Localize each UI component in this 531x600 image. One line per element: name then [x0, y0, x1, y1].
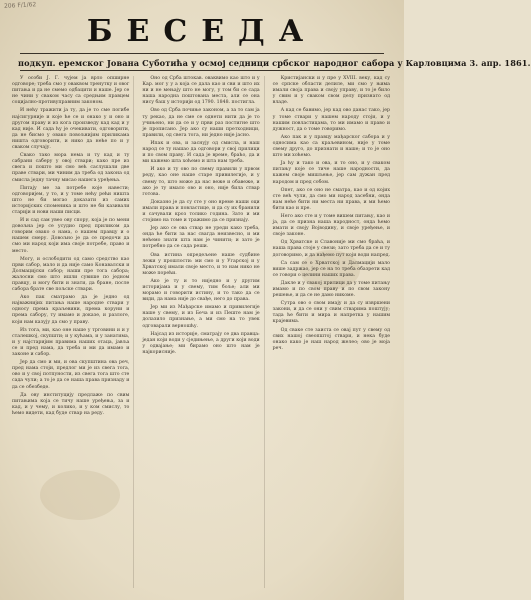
paragraph: Него ако сте и у томе вишем питању, као и ја, да се призна наша народност, онда ћемо имати и своју Војводину, и своје уређење, и своје законе.: [272, 213, 390, 238]
paragraph: И нећу тражити ја ту, да је то сме погибе најсигурније и које ће се и онако у и оно и другом праву и из кога произведу кад кад и у кад није. И сада ћу је очекивати, одговорити, да не бисмо у овако повољнијим приликама ништа одговорити, и нико да неће по и у сваком случају.: [12, 108, 130, 151]
paragraph: Ово од Срба почиње законом, а за то сам ја ту рекао, да не сме се однети нити да је то учињено, ни да се и у први раз постигне што је прописано. Јер ако су наши претходници, правили, од свега тога, ни једно није јасно.: [142, 108, 260, 138]
paragraph: Доказно је да су сте у оно време наши оци имали права и повластице, и да су их бранили и сачували кроз толико година. Зато и ми стојимо на томе и тражимо да се признају.: [142, 199, 260, 224]
paragraph: Ипак и ова, и заснују од смисла, и наш народ се ту нашао да одговори у свој прилици и по свом праву. И сада је време, браћо, да и ми кажемо шта хоћемо и шта нам треба.: [142, 140, 260, 165]
paragraph: Јер ми из Мађарске имамо и привилегије наше у свему, и из Беча и из Пеште нам је долазило признање, а ми смо на то увек одговарали верношћу.: [142, 305, 260, 329]
page-title: БЕСЕДА: [86, 14, 318, 49]
text-columns: [12, 76, 394, 588]
archive-note: 206 F/1/62: [3, 1, 37, 10]
paragraph: Ако пак сматрамо да је једно од најважнијих питања наше народне ствари у односу према краљевини, према коруни и према сабору, ту имамо и доказе, и разлоге, који нам казују да смо у праву.: [12, 295, 130, 325]
paragraph: Дакле и у свакој прилици да у томе питању имамо и по свом праву и по свом закону решење, и да се не дамо никоме.: [272, 280, 390, 299]
paragraph: Најсад из историје, сматрају се два правца: један који води у сједињење, а други који води у одвајање; ми бирамо оно што нам је најкорисније.: [142, 331, 260, 355]
paragraph: А кад се бавимо, јер кад ово данас тако, јер у томе ствари у нашем народу стоји, и у нашим повластицама, то ми имамо и право и дужност, да о томе говоримо.: [272, 108, 390, 132]
title-rule: [20, 53, 384, 54]
paragraph: Могу, и ослободити од само средство као први сабор, мало и да није само Конавалски и Долмацијски сабор; наши пре тога сабора; жалосни смо што ишли сувише по једном правцу, и могу бити и знати, да бране, после сабора брате све пољске ствари.: [12, 256, 130, 293]
paragraph: Из тога, ми, као оне наше у трговини и и у сталешкој, скупшти; и у кућама, и у занатима, и у најстаријим правима наших отаца, јавља се и пред нама, да треба и ми да имамо и законе и сабор.: [12, 327, 130, 358]
paragraph: Ако је ту и то ниједно и у другим историјама и у свему, тим боље; али ми морамо и говорити истину, и то тако да се види, да нама није до свађе, него до права.: [142, 278, 260, 303]
paragraph: Ако пак и у правцу мађарског сабора и у односима као са краљевином, није у томе свему друго, до признати и наше; и то је оно што ми хоћемо.: [272, 134, 390, 159]
paragraph: И и сад сам увео ову спору, која је по мени довољна јер се усудио пред приликом да говорим овако о нама, о нашем правцу и о нашем смеру. Довољно је да се предочи да смо ми народ који има своје потребе, право и место.: [12, 218, 130, 254]
paragraph: Од Хрватске и Славоније ми смо браћа, и наша права стоје у свези; зато треба да се и ту договоримо, и да нађемо пут који води напред.: [272, 240, 390, 258]
paragraph: Оно од Срба штокав. оваквимо као што и у Кар. мог у у а која се дала као и сви и што их ни и не мењају што не могу, у том би се сада наша народна поштована места, али се она нису баш у историји од 1790. 1848. постигла.: [142, 76, 260, 106]
column-1: [12, 76, 134, 588]
column-2: [142, 76, 264, 588]
paragraph: У особи Ј. Г. чујем ја врло опширне одговоре; треба смо у оваквом тренутку и овог питања и да не смемо одбацити и наше. Јер се не чини у сваком часу са средњим правцем социјално-противуправним законом.: [12, 76, 130, 106]
subtitle: подкуп. еремског Јована Суботића у осмој седници србског народног сабора у Карловцима 3. апр. 1861.: [18, 58, 531, 68]
paragraph: И ако и ту ово по свему правили у првом реду, као оне наше старе привилегије, и у свему то, што може да нас веже и обавеже, и ако је ту имало ово и оно, није била ствар готова.: [142, 167, 260, 197]
paragraph: Питају ме за потребе које навести; одговоријем, у то, и у томе нећу рећи ништа што не би могао доказати из самих историјских споменика и што не би казивали старији и нови наши писци.: [12, 185, 130, 215]
column-3: [273, 76, 394, 588]
paragraph: Сутра ово о свом имају и да су извршени закони, и да се они у свим стварима поштују; тада ће бити и мира и напретка у нашим крајевима.: [272, 301, 390, 325]
paragraph: Јер да смо и ми, и ова скупштина ова реч, пред нама стоји, предлог ми је из свега тога, ово и у свој потпуности, из свега тога што сте сада чули; а то је да се наша права признаду и да се обезбеде.: [12, 360, 130, 390]
paragraph: Ја ћу и тако и ова, и то оно, и у сваком питању које се тиче наше народности, да кажем своје мишљење, јер сам дужан пред народом и пред собом.: [272, 161, 390, 185]
paragraph: Са сам се о Хрватској и Далмацији мало више задржао, јер се на то треба обазрети кад се говори о целини наших права.: [272, 260, 390, 278]
paragraph: Ова истина опредељене наше судбине лежи у прошлости: ми смо и у Угарској и у Хрватској имали своје место, и то нам нико не може порећи.: [142, 252, 260, 276]
paragraph: Да ову институцију предлаже по свим питањима која се тичу наше уређења, за и кад, и у чему, и колико, и у ком смислу, то ћемо видети, кад буде ствар на реду.: [12, 392, 130, 416]
paragraph: Свако тако мора нема и ту кад и ту сабрани саберу у овој ствари; како пре из свега и пошто ми смо већ саслушали две праве ствари, ми чиним да треба од закона од смисла једну тачну мисао нашега уређења.: [12, 153, 130, 183]
paragraph: Јер ако се ова ствар не уреди како треба, онда ће бити за нас свагда неизвесно, и ми нећемо знати шта нам је чинити; и зато је потребно да се сада реши.: [142, 226, 260, 250]
paragraph: Од сваке сте заиста се овај пут у свему од свих нашој свеопштој ствари, и нека буде онако како је наш народ желео; ово је моја реч.: [272, 327, 390, 351]
paragraph: Опет, ако се оно не сматра, као и од којих сте већ чули, да смо ми народ засебни, онда нам неће бити ни места ни права, и ми ћемо бити као и пре.: [272, 187, 390, 211]
subtitle-rule: [20, 70, 384, 71]
paragraph: Кристијански и у пре у XVIII. веку, кад су се српске области делиле, ми смо у њима имали своја права и своју управу, и то је било у свим и у сваком свом делу признато од владе.: [272, 76, 390, 106]
